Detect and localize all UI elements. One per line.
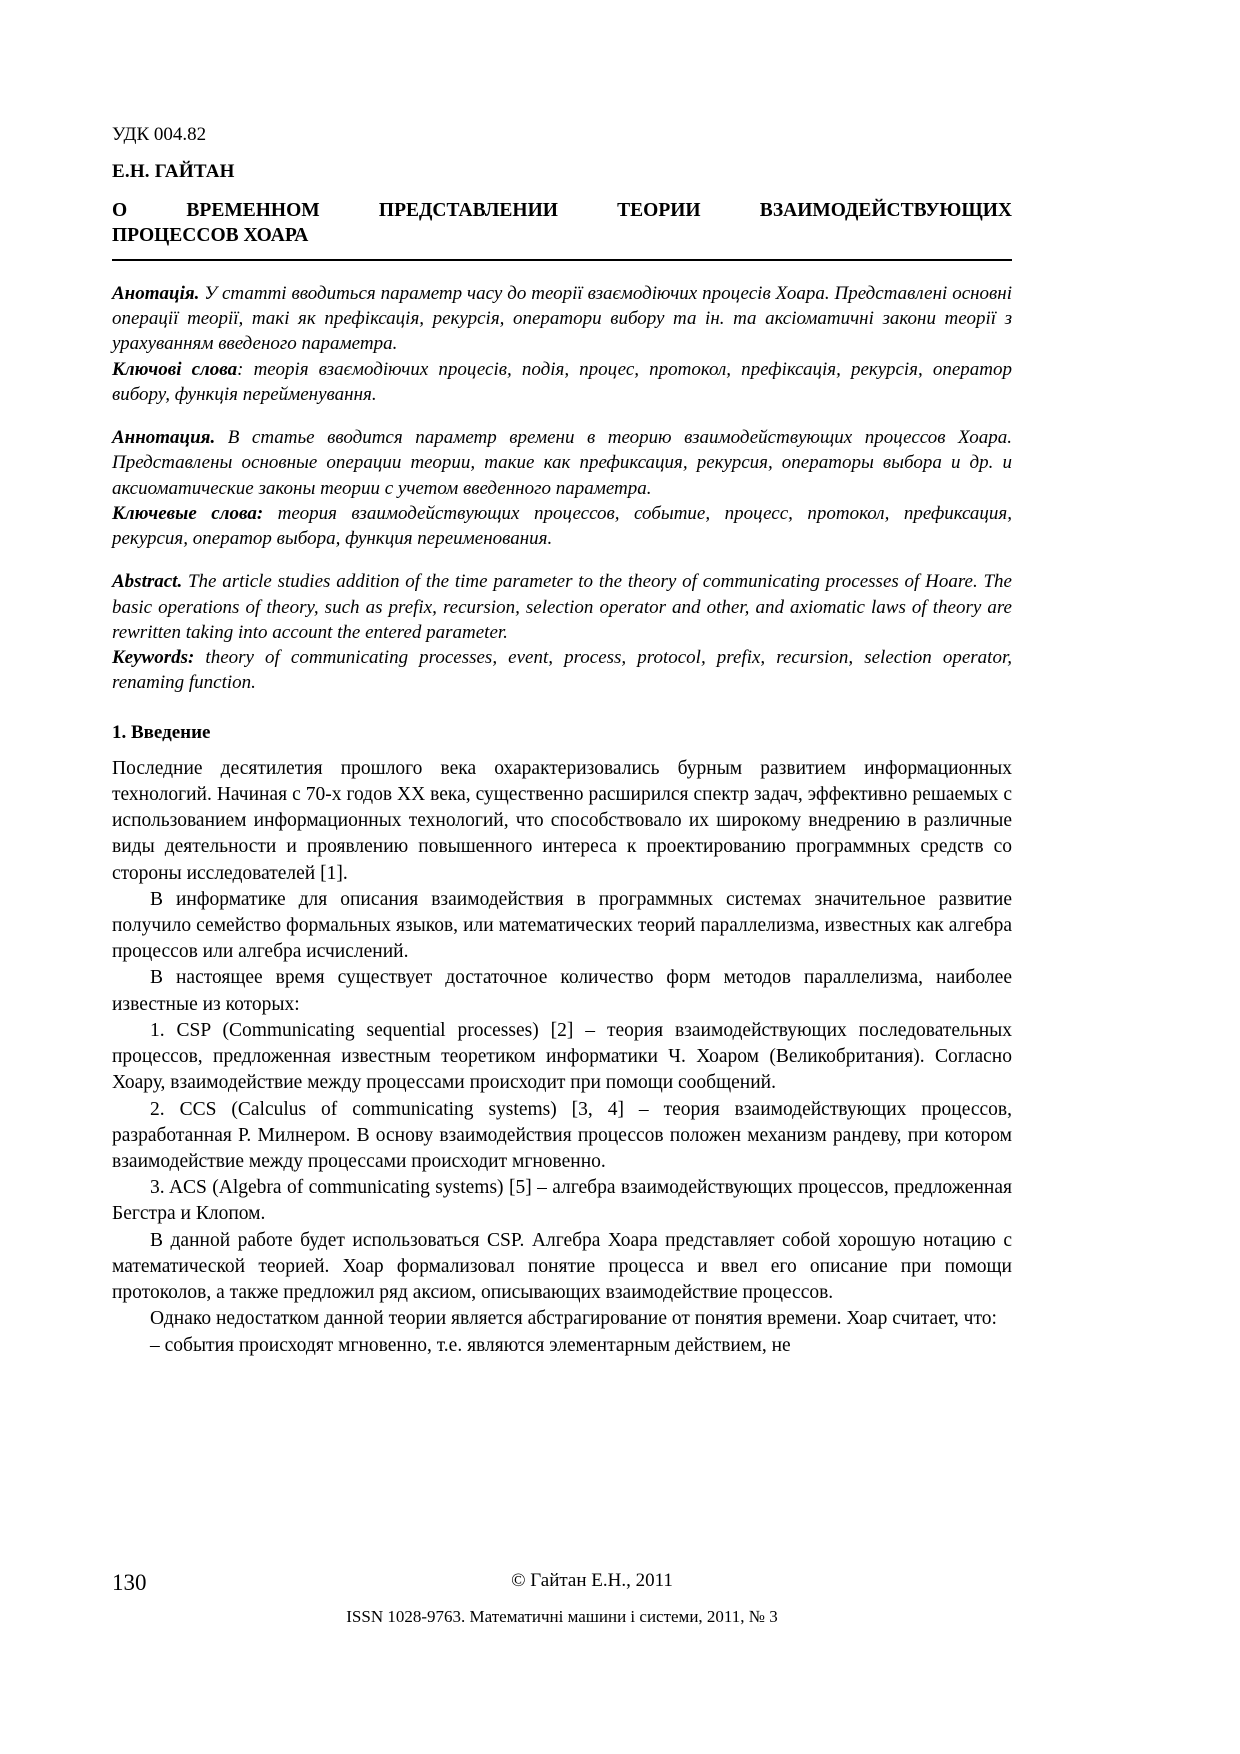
page-number: 130 <box>112 1570 147 1595</box>
keywords-en <box>112 645 1012 696</box>
abstract-en-text: The article studies addition of the time parameter to the theory of communicating processes of Hoare. The basic operations of theory, such as prefix, recursion, selection operator and other, and axiomatic laws of theory are rewritten taking into account the entered parameter. <box>112 571 1012 643</box>
keywords-ru-lead: Ключевые слова: <box>112 502 264 524</box>
paragraph: В информатике для описания взаимодействия в программных системах значительное развитие получило семейство формальных языков, или математических теорий параллелизма, известных как алгебра процессов или алгебра исчислений. <box>112 888 1012 963</box>
section-body <box>112 756 1012 1359</box>
paragraph: Однако недостатком данной теории является абстрагирование от понятия времени. Хоар считает, что: <box>150 1308 997 1330</box>
abstract-ru <box>112 425 1012 551</box>
paragraph: Последние десятилетия прошлого века охарактеризовались бурным развитием информационных технологий. Начиная с 70-х годов XX века, существенно расширился спектр задач, эффективно решаемых с использованием информационных технологий, что способствовало их широкому внедрению в различные виды деятельности и проявлению повышенного интереса к проектированию программных средств со стороны исследователей [1]. <box>112 757 1012 884</box>
paragraph: В данной работе будет использоваться CSP. Алгебра Хоара представляет собой хорошую нотацию с математической теорией. Хоар формализовал понятие процесса и ввел его описание при помощи протоколов, а также предложил ряд аксиом, описывающих взаимодействие процессов. <box>112 1229 1012 1304</box>
author-name: Е.Н. ГАЙТАН <box>112 160 235 182</box>
abstract-ru-body <box>112 425 1012 501</box>
paragraph: 3. ACS (Algebra of communicating systems) [5] – алгебра взаимодействующих процессов, предложенная Бегстра и Клопом. <box>112 1177 1012 1225</box>
abstract-uk-lead: Анотація. <box>112 282 200 304</box>
abstract-en-body <box>112 569 1012 645</box>
page-footer <box>112 1570 1012 1628</box>
section-heading: 1. Введение <box>112 721 211 743</box>
keywords-ru <box>112 501 1012 552</box>
abstract-en-lead: Abstract. <box>112 571 183 593</box>
keywords-ru-text: теория взаимодействующих процессов, событие, процесс, протокол, префиксация, рекурсия, оператор выбора, функция переименования. <box>112 502 1012 550</box>
abstract-ru-text: В статье вводится параметр времени в теорию взаимодействующих процессов Хоара. Представлены основные операции теории, такие как префиксация, рекурсия, операторы выбора и др. и аксиоматические законы теории с учетом введенного параметра. <box>112 427 1012 499</box>
title-line-1: О ВРЕМЕННОМ ПРЕДСТАВЛЕНИИ ТЕОРИИ ВЗАИМОДЕЙСТВУЮЩИХ <box>112 199 1012 221</box>
abstract-ru-lead: Аннотация. <box>112 427 216 449</box>
paragraph: 1. CSP (Communicating sequential processes) [2] – теория взаимодействующих последовательных процессов, предложенная известным теоретиком информатики Ч. Хоаром (Великобритания). Согласно Хоару, взаимодействие между процессами происходит при помощи сообщений. <box>112 1019 1012 1094</box>
keywords-uk-text: : теорія взаємодіючих процесів, подія, процес, протокол, префіксація, рекурсія, оператор вибору, функція перейменування. <box>112 358 1012 405</box>
keywords-en-lead: Keywords: <box>112 647 195 669</box>
copyright-line: © Гайтан Е.Н., 2011 <box>511 1570 673 1591</box>
keywords-uk-lead: Ключові слова <box>112 358 238 380</box>
title-line-2: ПРОЦЕССОВ ХОАРА <box>112 224 309 246</box>
footer-row <box>112 1570 1012 1595</box>
keywords-uk <box>112 357 1012 408</box>
paragraph: – события происходят мгновенно, т.е. являются элементарным действием, не <box>150 1334 791 1356</box>
abstract-uk-body <box>112 281 1012 357</box>
abstract-uk-text: У статті вводиться параметр часу до теорії взаємодіючих процесів Хоара. Представлені основні операції теорії, такі як префіксація, рекурсія, оператори вибору та ін. та аксіоматичні закони теорії з урахуванням введеного параметра. <box>112 282 1012 355</box>
keywords-en-text: theory of communicating processes, event, process, protocol, prefix, recursion, selection operator, renaming function. <box>112 647 1012 694</box>
udk-code: УДК 004.82 <box>112 124 207 145</box>
page-content <box>112 124 1012 1359</box>
paragraph: 2. CCS (Calculus of communicating systems) [3, 4] – теория взаимодействующих процессов, разработанная Р. Милнером. В основу взаимодействия процессов положен механизм рандеву, при котором взаимодействие между процессами происходит мгновенно. <box>112 1098 1012 1172</box>
title-divider <box>112 259 1012 261</box>
abstract-uk <box>112 281 1012 407</box>
issn-line: ISSN 1028-9763. Математичні машини і системи, 2011, № 3 <box>346 1607 778 1627</box>
paragraph: В настоящее время существует достаточное количество форм методов параллелизма, наиболее известные из которых: <box>112 967 1012 1015</box>
abstract-en <box>112 569 1012 695</box>
page-title <box>112 199 1012 249</box>
